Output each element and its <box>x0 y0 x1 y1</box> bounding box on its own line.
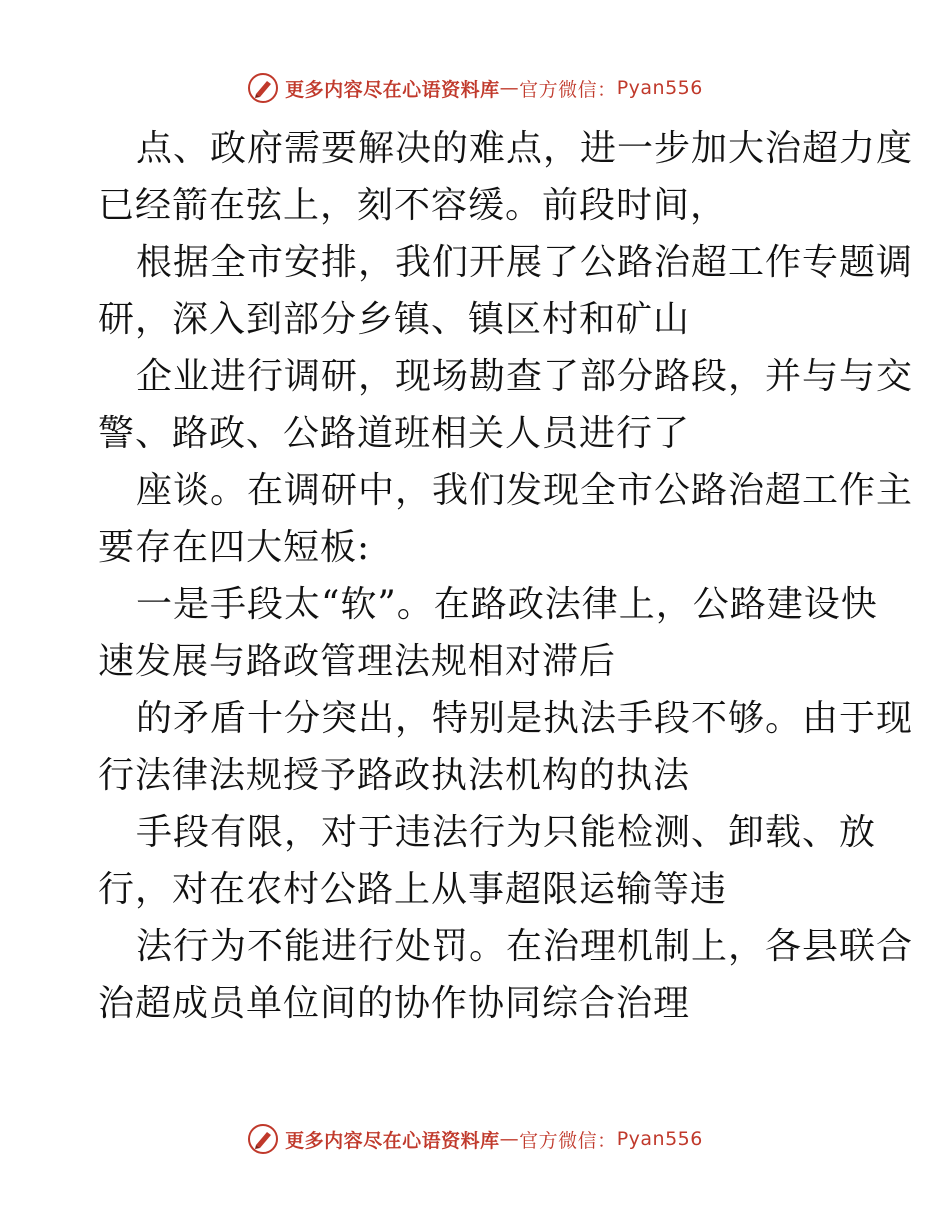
document-body <box>98 120 914 1032</box>
text-line: 企业进行调研，现场勘查了部分路段，并与与交 <box>136 356 914 397</box>
text-line: 警、路政、公路道班相关人员进行了 <box>98 413 691 454</box>
banner-dash: — <box>499 77 520 99</box>
logo-icon <box>247 1123 279 1155</box>
banner-wechat-id: Pyan556 <box>616 77 703 99</box>
banner-wechat-id: Pyan556 <box>616 1128 703 1150</box>
text-line: 的矛盾十分突出，特别是执法手段不够。由于现 <box>136 698 914 739</box>
banner-brand: 更多内容尽在心语资料库 <box>285 78 500 101</box>
text-line: 法行为不能进行处罚。在治理机制上，各县联合 <box>136 926 914 967</box>
text-line: 研，深入到部分乡镇、镇区村和矿山 <box>98 299 691 340</box>
text-line: 根据全市安排，我们开展了公路治超工作专题调 <box>136 242 914 283</box>
text-line: 行法律法规授予路政执法机构的执法 <box>98 755 691 796</box>
banner-official: 官方微信： <box>519 1129 617 1152</box>
text-line: 点、政府需要解决的难点，进一步加大治超力度 <box>136 128 914 169</box>
header-banner <box>0 72 950 104</box>
text-line: 速发展与路政管理法规相对滞后 <box>98 641 617 682</box>
footer-banner <box>0 1123 950 1155</box>
text-line: 治超成员单位间的协作协同综合治理 <box>98 983 691 1024</box>
text-line: 已经箭在弦上，刻不容缓。前段时间， <box>98 185 728 226</box>
text-line: 手段有限，对于违法行为只能检测、卸载、放 <box>136 812 877 853</box>
banner-official: 官方微信： <box>519 78 617 101</box>
banner-brand: 更多内容尽在心语资料库 <box>285 1129 500 1152</box>
text-line: 一是手段太“软”。在路政法律上，公路建设快 <box>136 584 878 625</box>
text-line: 要存在四大短板: <box>98 527 371 568</box>
text-line: 行，对在农村公路上从事超限运输等违 <box>98 869 728 910</box>
banner-dash: — <box>499 1128 520 1150</box>
logo-icon <box>247 72 279 104</box>
text-line: 座谈。在调研中，我们发现全市公路治超工作主 <box>136 470 914 511</box>
